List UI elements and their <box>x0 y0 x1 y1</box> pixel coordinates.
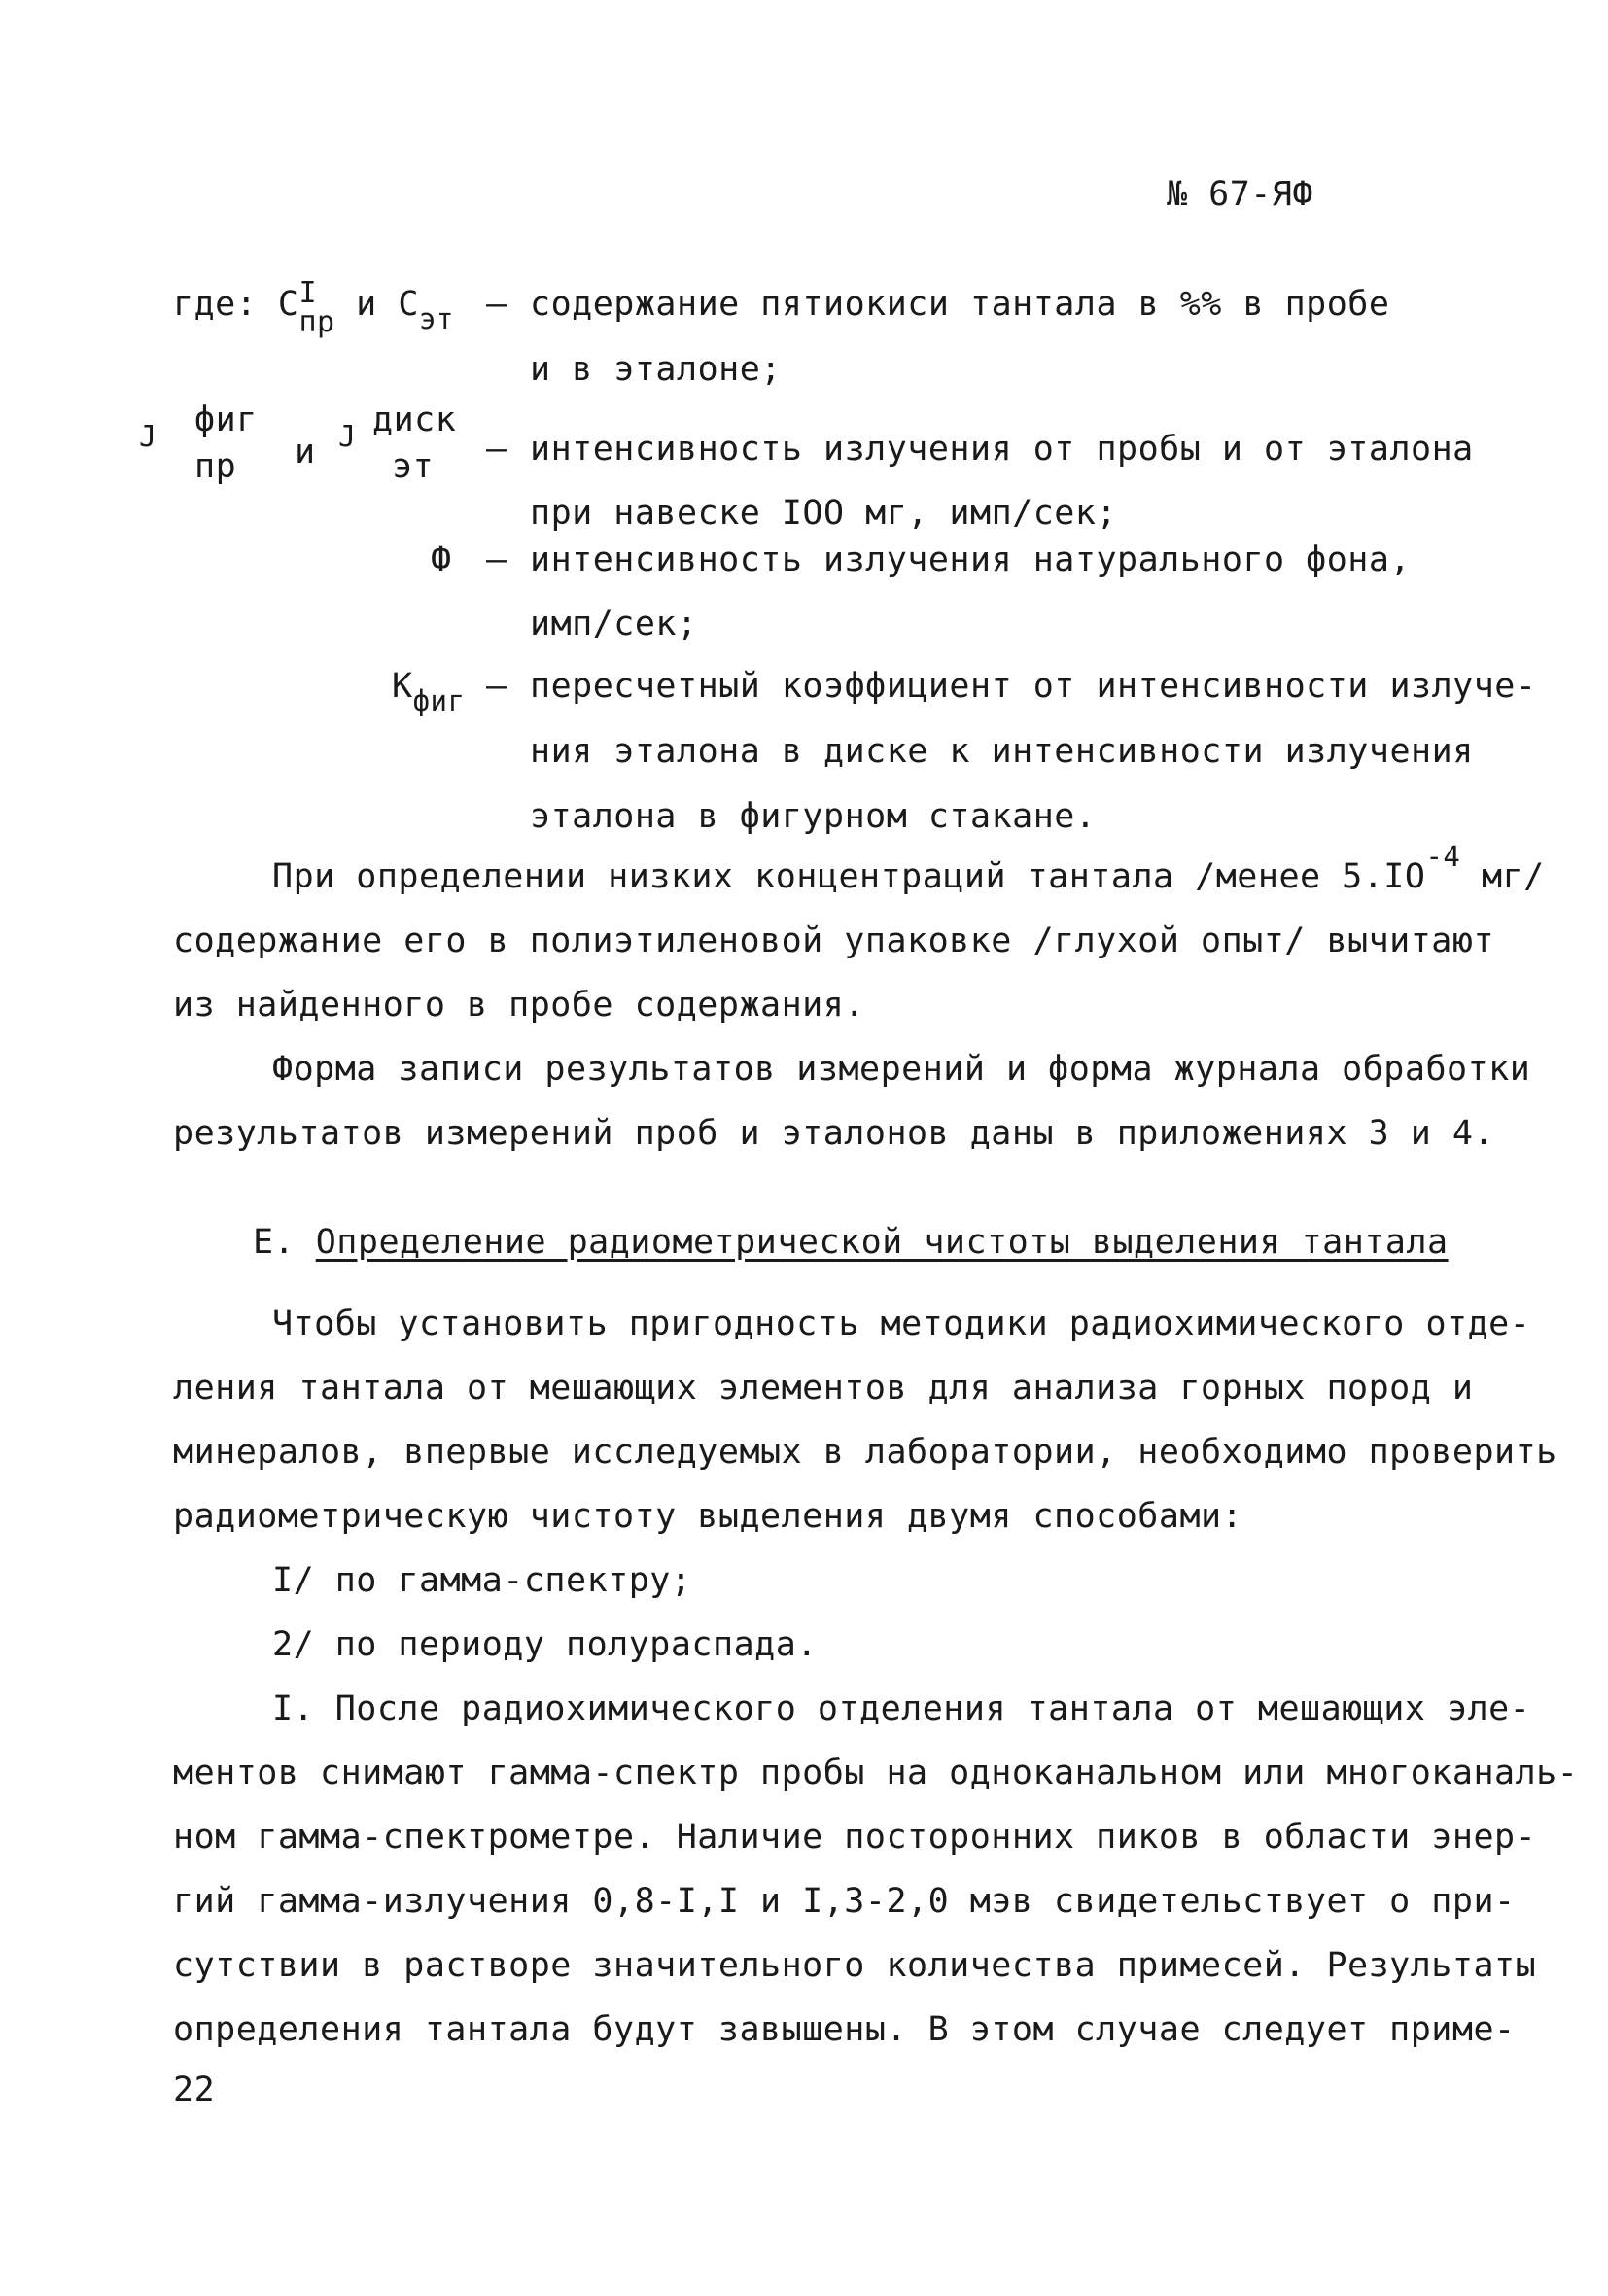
legend-c-symbols <box>173 276 454 339</box>
c-symbol: C <box>277 285 299 324</box>
list-item: I/ по гамма-спектру; <box>272 1561 692 1600</box>
para4-line5: сутствии в растворе значительного количества примесей. Результаты <box>173 1946 1537 1985</box>
def3-line1: интенсивность излучения натурального фона, <box>530 540 1412 579</box>
section-heading <box>253 1223 1449 1262</box>
def2-line1: интенсивность излучения от пробы и от эталона <box>530 430 1474 469</box>
dash-3: – <box>486 540 507 579</box>
para4-line4: гий гамма-излучения 0,8-I,I и I,3-2,0 мэв свидетельствует о при- <box>173 1882 1516 1921</box>
j2-sub: эт <box>392 447 435 486</box>
def4-line2: ния эталона в диске к интенсивности излучения <box>530 732 1474 771</box>
para3-line1: Чтобы установить пригодность методики радиохимического отде- <box>272 1305 1531 1343</box>
para4-line1: I. После радиохимического отделения тантала от мешающих эле- <box>272 1689 1531 1728</box>
para2-line1: Форма записи результатов измерений и форма журнала обработки <box>272 1050 1531 1089</box>
c-et-symbol: C <box>398 285 419 324</box>
exponent: -4 <box>1425 840 1461 873</box>
list-item: 2/ по периоду полураспада. <box>272 1625 818 1664</box>
para1-line3: из найденного в пробе содержания. <box>173 986 865 1025</box>
def1-line1: содержание пятиокиси тантала в %% в пробе <box>530 285 1390 324</box>
section-title: Определение радиометрической чистоты выделения тантала <box>315 1223 1449 1262</box>
c-et-sub: эт <box>418 302 454 335</box>
j2-sup: диск <box>372 400 457 439</box>
where-label: где: <box>173 285 258 324</box>
para3-line4: радиометрическую чистоту выделения двумя способами: <box>173 1497 1243 1536</box>
dash-4: – <box>486 667 507 706</box>
para4-line3: ном гамма-спектрометре. Наличие посторонних пиков в области энер- <box>173 1818 1537 1857</box>
page-number: 22 <box>173 2070 216 2109</box>
section-letter: Е. <box>253 1223 296 1262</box>
and-word: и <box>356 285 377 324</box>
j1-sup: фиг <box>194 400 258 439</box>
para1-line1: При определении низких концентраций тантала /менее $5.IO^{-4}$ мг/ <box>272 840 1545 896</box>
def4-line1: пересчетный коэффициент от интенсивности излуче- <box>530 667 1537 706</box>
j1-symbol: J <box>139 420 157 454</box>
def4-line3: эталона в фигурном стакане. <box>530 797 1097 836</box>
dash: – <box>486 285 507 324</box>
phi-symbol: Ф <box>431 540 452 579</box>
dash-2: – <box>486 430 507 469</box>
c-sup: I <box>298 276 318 310</box>
j2-symbol: J <box>338 420 357 454</box>
k-symbol-group <box>392 667 466 717</box>
document-number: № 67-ЯФ <box>1167 175 1314 214</box>
para4-line6: определения тантала будут завышены. В этом случае следует приме- <box>173 2010 1516 2049</box>
para3-line2: ления тантала от мешающих элементов для анализа горных пород и <box>173 1369 1474 1408</box>
c-sub: пр <box>298 305 335 339</box>
j1-sub: пр <box>194 447 237 486</box>
and-word-2: и <box>295 433 316 471</box>
k-symbol: K <box>392 667 413 706</box>
def3-line2: имп/сек; <box>530 605 698 644</box>
def1-line2: и в эталоне; <box>530 350 782 389</box>
def2-line2: при навеске IOO мг, имп/сек; <box>530 494 1118 533</box>
para3-line3: минералов, впервые исследуемых в лаборатории, необходимо проверить <box>173 1433 1557 1472</box>
para1-line2: содержание его в полиэтиленовой упаковке /глухой опыт/ вычитают <box>173 922 1495 960</box>
para4-line2: ментов снимают гамма-спектр пробы на одноканальном или многоканаль- <box>173 1754 1579 1792</box>
k-sub: фиг <box>412 684 466 717</box>
para2-line2: результатов измерений проб и эталонов даны в приложениях 3 и 4. <box>173 1114 1495 1153</box>
